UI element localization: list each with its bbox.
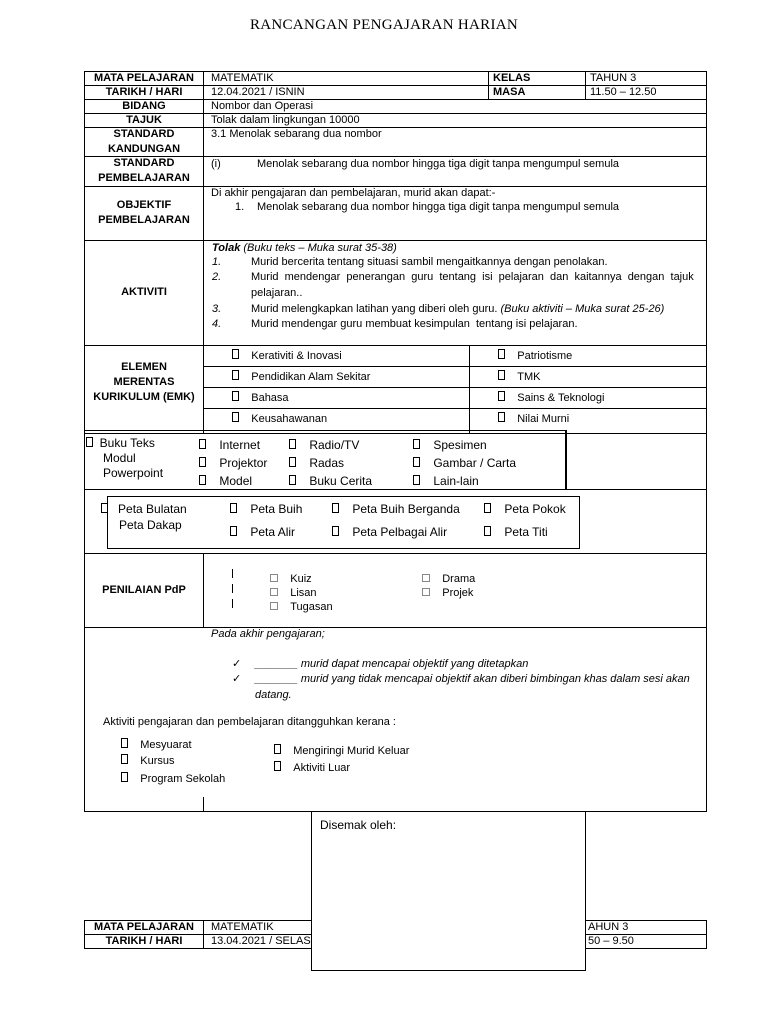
checkbox-icon[interactable] xyxy=(199,475,206,485)
bbm-item-label: Lain-lain xyxy=(433,474,479,488)
bbm-col-4 xyxy=(413,436,516,490)
aktiviti-item-2-cont: pelajaran.. xyxy=(251,287,303,299)
checkbox-icon[interactable] xyxy=(101,503,108,513)
reason-item[interactable] xyxy=(274,744,409,758)
bbm-item-label: Gambar / Carta xyxy=(433,456,517,470)
bbm-item-label: Buku Teks xyxy=(99,436,155,450)
reason-item[interactable] xyxy=(121,738,192,752)
peta-item[interactable] xyxy=(101,502,187,516)
peta-item-label: Peta Dakap xyxy=(119,518,182,532)
penilaian-label-text: PENILAIAN PdP xyxy=(102,583,186,596)
tick-mark xyxy=(232,584,233,593)
checkbox-icon[interactable] xyxy=(413,475,420,485)
checkbox-icon[interactable] xyxy=(498,370,505,380)
peta-item[interactable] xyxy=(484,502,566,516)
checkbox-icon[interactable] xyxy=(86,437,93,447)
tajuk-value: Tolak dalam lingkungan 10000 xyxy=(211,114,360,126)
checkbox-icon[interactable] xyxy=(484,503,491,513)
standard-kandungan-value: 3.1 Menolak sebarang dua nombor xyxy=(211,128,382,140)
penilaian-item[interactable] xyxy=(270,601,333,614)
emk-label-1: ELEMEN xyxy=(121,360,167,373)
checkbox-icon[interactable] xyxy=(270,574,278,582)
emk-right-4[interactable] xyxy=(498,412,569,426)
bbm-item[interactable] xyxy=(289,436,372,454)
standard-kandungan-label-2: KANDUNGAN xyxy=(107,142,181,155)
checkbox-icon[interactable] xyxy=(199,439,206,449)
bbm-col-2 xyxy=(199,436,267,490)
checkbox-icon[interactable] xyxy=(270,588,278,596)
emk-right-3[interactable] xyxy=(498,391,604,405)
standard-pembelajaran-label-1: STANDARD xyxy=(113,157,175,169)
standard-pembelajaran-value: Menolak sebarang dua nombor hingga tiga digit tanpa mengumpul semula xyxy=(257,158,620,170)
bbm-item[interactable] xyxy=(199,436,267,454)
aktiviti-item-3-num: 3. xyxy=(212,303,222,315)
bbm-item-label: Radas xyxy=(309,456,345,470)
aktiviti-item-1-num: 1. xyxy=(212,256,222,268)
objektif-label-1: OBJEKTIF xyxy=(116,199,172,211)
checkbox-icon[interactable] xyxy=(121,738,128,748)
check-icon: ✓ xyxy=(232,658,242,670)
bbm-item-label: Buku Cerita xyxy=(309,474,373,488)
bbm-item[interactable] xyxy=(413,472,516,490)
next-kelas-value: AHUN 3 xyxy=(588,921,629,933)
bbm-item-label: Spesimen xyxy=(433,438,487,452)
bbm-item[interactable] xyxy=(413,436,516,454)
bbm-item-label: Modul xyxy=(103,451,136,465)
checkbox-icon[interactable] xyxy=(121,772,128,782)
next-tarikh-label: TARIKH / HARI xyxy=(105,935,183,947)
bbm-item[interactable] xyxy=(289,472,372,490)
reason-item[interactable] xyxy=(121,754,174,768)
emk-left-1[interactable] xyxy=(232,349,342,363)
emk-left-4[interactable] xyxy=(232,412,327,426)
emk-right-3-label: Sains & Teknologi xyxy=(517,392,605,404)
aktiviti-heading xyxy=(212,242,397,255)
objektif-intro: Di akhir pengajaran dan pembelajaran, murid akan dapat:- xyxy=(211,187,496,199)
bidang-label: BIDANG xyxy=(122,100,166,112)
aktiviti-item-3-extra: (Buku aktiviti – Muka surat 25-26) xyxy=(497,303,665,315)
peta-item-label: Peta Titi xyxy=(504,525,548,539)
masa-label: MASA xyxy=(493,86,526,98)
aktiviti-heading-rest: (Buku teks – Muka surat 35-38) xyxy=(240,242,397,254)
penilaian-item-label: Tugasan xyxy=(290,601,333,613)
objektif-num: 1. xyxy=(235,201,245,213)
penilaian-item-label: Projek xyxy=(442,587,474,599)
objektif-label-2: PEMBELAJARAN xyxy=(98,214,190,226)
emk-label xyxy=(85,357,203,407)
refleksi-line-1 xyxy=(255,658,528,671)
reason-item[interactable] xyxy=(121,772,225,786)
emk-right-2[interactable] xyxy=(498,370,540,384)
refleksi-blank-2[interactable]: _______ xyxy=(255,673,298,685)
aktiviti-label xyxy=(85,240,203,345)
next-mata-pelajaran-label: MATA PELAJARAN xyxy=(93,921,194,933)
reason-item-label: Kursus xyxy=(140,755,175,767)
peta-item-label: Peta Pokok xyxy=(504,502,566,516)
aktiviti-item-2-num: 2. xyxy=(212,271,222,283)
disemak-label: Disemak oleh: xyxy=(320,818,397,832)
checkbox-icon[interactable] xyxy=(498,412,505,422)
aktiviti-heading-bold: Tolak xyxy=(212,242,241,254)
emk-label-3: KURIKULUM (EMK) xyxy=(93,390,195,403)
penilaian-label xyxy=(85,553,203,627)
bbm-item-label: Projektor xyxy=(219,456,268,470)
kelas-value: TAHUN 3 xyxy=(590,72,637,84)
emk-right-2-label: TMK xyxy=(517,371,541,383)
penilaian-item[interactable] xyxy=(270,587,317,600)
emk-left-1-label: Kerativiti & Inovasi xyxy=(251,350,342,362)
checkbox-icon[interactable] xyxy=(232,412,239,422)
refleksi-line-2-cont: datang. xyxy=(255,689,292,701)
checkbox-icon[interactable] xyxy=(422,574,430,582)
bbm-item[interactable] xyxy=(199,454,267,472)
aktiviti-item-4: Murid mendengar guru membuat kesimpulan tentang isi pelajaran. xyxy=(251,318,578,330)
bbm-item[interactable] xyxy=(199,472,267,490)
checkbox-icon[interactable] xyxy=(332,526,339,536)
checkbox-icon[interactable] xyxy=(230,503,237,513)
penilaian-item-label: Drama xyxy=(442,573,476,585)
standard-kandungan-label-1: STANDARD xyxy=(113,127,175,140)
aktiviti-item-3-text: Murid melengkapkan latihan yang diberi oleh guru. xyxy=(251,303,498,315)
bbm-item[interactable] xyxy=(86,466,163,481)
checkbox-icon[interactable] xyxy=(199,457,206,467)
kelas-label: KELAS xyxy=(493,72,531,84)
next-mata-pelajaran-value: MATEMATIK xyxy=(211,921,274,933)
checkbox-icon[interactable] xyxy=(498,349,505,359)
bbm-item-label: Radio/TV xyxy=(309,438,360,452)
bbm-col-1 xyxy=(86,436,163,481)
reason-item-label: Program Sekolah xyxy=(140,773,226,785)
objektif-item: Menolak sebarang dua nombor hingga tiga digit tanpa mengumpul semula xyxy=(257,201,620,213)
peta-item-label: Peta Buih Berganda xyxy=(352,502,460,516)
refleksi-line-1-text: murid dapat mencapai objektif yang ditetapkan xyxy=(297,658,529,670)
disemak-box[interactable] xyxy=(311,811,586,971)
mata-pelajaran-label: MATA PELAJARAN xyxy=(93,72,194,84)
emk-left-2[interactable] xyxy=(232,370,370,384)
peta-item-label: Peta Alir xyxy=(250,525,296,539)
checkbox-icon[interactable] xyxy=(274,761,281,771)
reason-item[interactable] xyxy=(274,761,350,775)
peta-item[interactable] xyxy=(230,525,295,539)
reason-item-label: Mesyuarat xyxy=(140,739,192,751)
checkbox-icon[interactable] xyxy=(413,457,420,467)
penilaian-item[interactable] xyxy=(422,573,475,586)
checkbox-icon[interactable] xyxy=(270,602,278,610)
bbm-item[interactable] xyxy=(86,451,163,466)
tick-mark xyxy=(232,599,233,608)
bbm-item[interactable] xyxy=(413,454,516,472)
standard-pembelajaran-label-2: PEMBELAJARAN xyxy=(98,172,190,184)
bbm-item-label: Internet xyxy=(219,438,261,452)
bidang-value: Nombor dan Operasi xyxy=(211,100,314,112)
emk-left-2-label: Pendidikan Alam Sekitar xyxy=(251,371,371,383)
aktiviti-item-4-num: 4. xyxy=(212,318,222,330)
standard-kandungan-label xyxy=(85,127,203,156)
tarikh-label: TARIKH / HARI xyxy=(105,86,183,98)
emk-right-4-label: Nilai Murni xyxy=(517,413,570,425)
emk-label-2: MERENTAS xyxy=(113,375,175,388)
reason-item-label: Aktiviti Luar xyxy=(293,762,351,774)
penilaian-item[interactable] xyxy=(270,573,312,586)
tick-mark xyxy=(232,569,233,578)
masa-value: 11.50 – 12.50 xyxy=(590,86,657,98)
reason-item-label: Mengiringi Murid Keluar xyxy=(293,745,410,757)
checkbox-icon[interactable] xyxy=(232,349,239,359)
emk-right-1-label: Patriotisme xyxy=(517,350,573,362)
emk-left-3-label: Bahasa xyxy=(251,392,289,404)
penilaian-item[interactable] xyxy=(422,587,473,600)
mata-pelajaran-value: MATEMATIK xyxy=(211,72,274,84)
check-icon: ✓ xyxy=(232,673,242,685)
refleksi-blank-1[interactable]: _______ xyxy=(255,658,298,670)
checkbox-icon[interactable] xyxy=(332,503,339,513)
bbm-item[interactable] xyxy=(289,454,372,472)
page-title: RANCANGAN PENGAJARAN HARIAN xyxy=(249,17,519,33)
peta-item-label: Peta Pelbagai Alir xyxy=(352,525,448,539)
emk-left-3[interactable] xyxy=(232,391,289,405)
peta-item[interactable] xyxy=(230,502,302,516)
checkbox-icon[interactable] xyxy=(230,526,237,536)
aktiviti-item-1: Murid bercerita tentang situasi sambil mengaitkannya dengan penolakan. xyxy=(251,256,608,268)
penilaian-item-label: Kuiz xyxy=(290,573,312,585)
peta-item[interactable] xyxy=(332,502,460,516)
checkbox-icon[interactable] xyxy=(484,526,491,536)
peta-item[interactable] xyxy=(484,525,548,539)
peta-item[interactable] xyxy=(332,525,447,539)
aktiviti-item-3 xyxy=(251,303,664,316)
emk-right-1[interactable] xyxy=(498,349,572,363)
standard-pembelajaran-num: (i) xyxy=(211,158,221,170)
checkbox-icon[interactable] xyxy=(289,457,296,467)
checkbox-icon[interactable] xyxy=(232,391,239,401)
refleksi-line-2 xyxy=(255,673,690,686)
tajuk-label: TAJUK xyxy=(126,114,162,126)
checkbox-icon[interactable] xyxy=(289,475,296,485)
standard-pembelajaran-label xyxy=(85,156,203,186)
penilaian-item-label: Lisan xyxy=(290,587,317,599)
emk-left-4-label: Keusahawanan xyxy=(251,413,328,425)
peta-item[interactable] xyxy=(119,518,182,532)
aktiviti-item-2: Murid mendengar penerangan guru tentang isi pelajaran dan kaitannya dengan tajuk xyxy=(251,271,694,283)
checkbox-icon[interactable] xyxy=(121,754,128,764)
next-tarikh-value: 13.04.2021 / SELAS xyxy=(211,935,311,947)
bbm-item-label: Powerpoint xyxy=(103,466,164,480)
refleksi-intro: Pada akhir pengajaran; xyxy=(211,628,325,640)
tarikh-value: 12.04.2021 / ISNIN xyxy=(211,86,305,98)
aktiviti-label-text: AKTIVITI xyxy=(121,286,167,298)
bbm-item-label: Model xyxy=(219,474,253,488)
ditangguh-text: Aktiviti pengajaran dan pembelajaran ditangguhkan kerana : xyxy=(103,716,396,728)
checkbox-icon[interactable] xyxy=(422,588,430,596)
checkbox-icon[interactable] xyxy=(413,439,420,449)
refleksi-line-2-text: murid yang tidak mencapai objektif akan diberi bimbingan khas dalam sesi akan xyxy=(297,673,690,685)
peta-item-label: Peta Buih xyxy=(250,502,303,516)
peta-item-label: Peta Bulatan xyxy=(118,502,187,516)
checkbox-icon[interactable] xyxy=(274,744,281,754)
next-masa-value: 50 – 9.50 xyxy=(588,935,634,947)
objektif-label xyxy=(85,186,203,240)
bbm-item[interactable] xyxy=(86,436,163,451)
checkbox-icon[interactable] xyxy=(232,370,239,380)
bbm-col-3 xyxy=(289,436,372,490)
checkbox-icon[interactable] xyxy=(498,391,505,401)
checkbox-icon[interactable] xyxy=(289,439,296,449)
